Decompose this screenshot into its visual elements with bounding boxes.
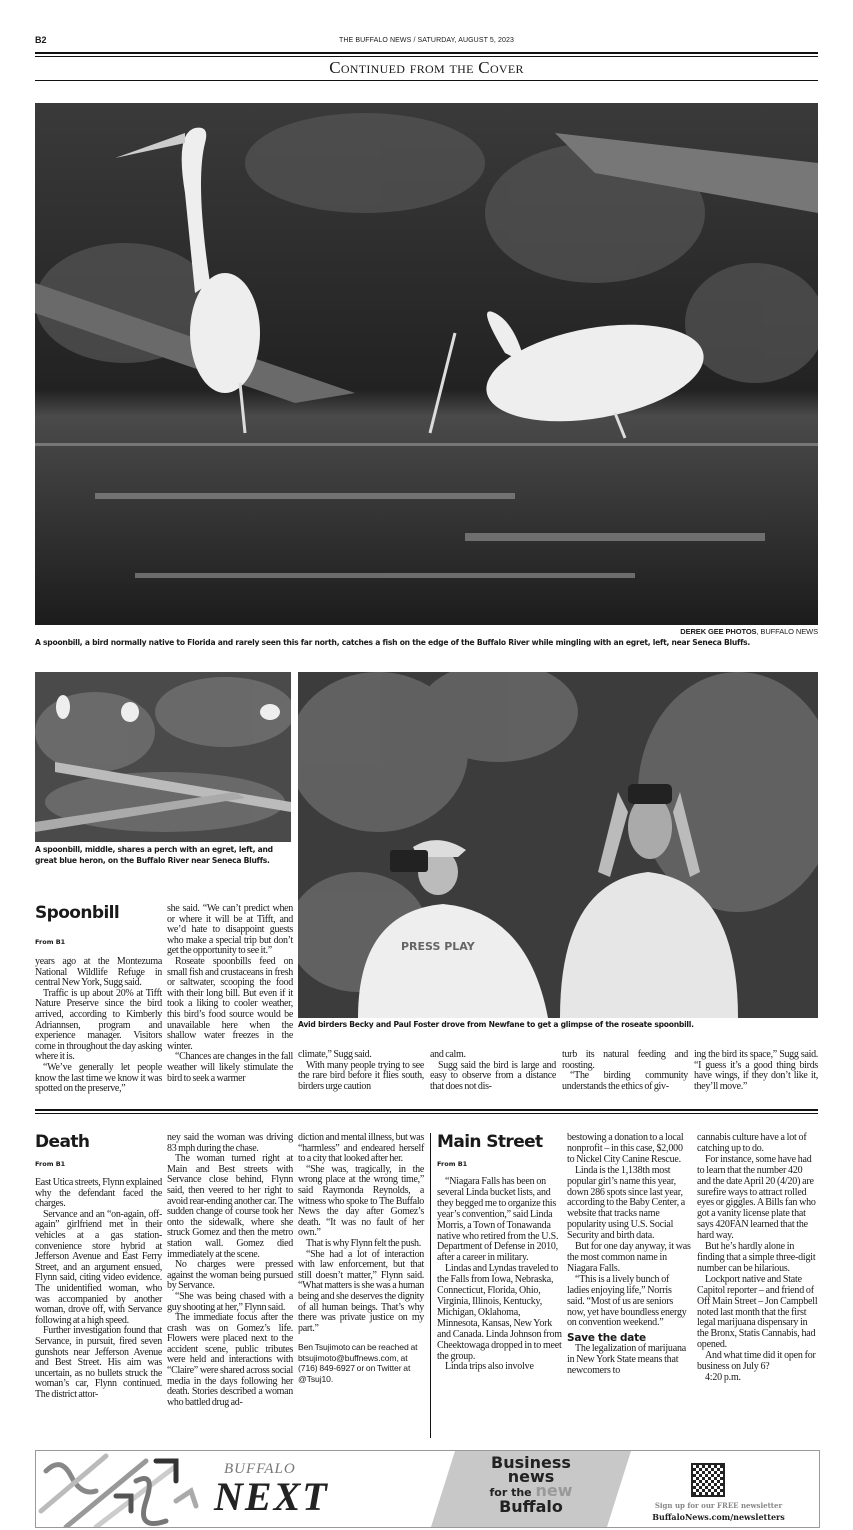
paragraph: ney said the woman was driving 83 mph during the chase. (167, 1132, 293, 1154)
paragraph: “Niagara Falls has been on several Linda bucket lists, and they begged me to organize this year’s convention,” said Linda Morris, a Town of Tonawanda native who retired from the U.S. Department of Defense in 2010, after a career in military. (437, 1176, 559, 1264)
ad-line-news: news (507, 1467, 555, 1486)
small-photo-caption: A spoonbill, middle, shares a perch with an egret, left, and great blue heron, on the Buffalo River near Seneca Bluffs. (35, 845, 273, 865)
main-street-column-3 (697, 1133, 818, 1384)
main-photo-spoonbill-egret (35, 103, 818, 625)
spoonbill-column-2 (167, 904, 293, 1084)
paragraph: ing the bird its space,” Sugg said. “I guess it’s a good thing birds have wings, if they don’t like it, they’ll move.” (694, 1049, 818, 1092)
spoonbill-jump-line: From B1 (35, 938, 66, 946)
spoonbill-column-4 (430, 1050, 556, 1092)
paragraph: Servance and an “on-again, off-again” girlfriend met in their vehicles at a gas station-convenience store hybrid at Jefferson Avenue and East Ferry Street, and an argument ensued, Flynn said, citing video evidence. The unidentified woman, who was accompanied by another woman, drove off, with Servance following at a high speed. (35, 1208, 162, 1326)
death-jump-line: From B1 (35, 1160, 66, 1168)
paragraph: Linda trips also involve (445, 1361, 534, 1373)
death-column-3 (298, 1133, 424, 1384)
paragraph: But he’s hardly alone in finding that a simple three-digit number can be hilarious. (697, 1241, 816, 1274)
paragraph: she said. “We can’t predict when or where it will be at Tifft, and we’d hate to disappoint guests who make a special trip but don’t get the opportunity to see it.” (167, 903, 293, 957)
photo-credit (35, 627, 818, 636)
paragraph: “This is a lively bunch of ladies enjoying life,” Norris said. “Most of us are seniors now, yet have boundless energy on convention weekend.” (567, 1273, 687, 1329)
paragraph: The legalization of marijuana in New York State means that newcomers to (567, 1343, 687, 1377)
main-street-column-1 (437, 1177, 562, 1373)
subheading: Save the date (567, 1332, 646, 1345)
paragraph: “She was being chased with a guy shooting at her,” Flynn said. (167, 1290, 293, 1313)
ad-brand-top: BUFFALO (224, 1461, 296, 1477)
paragraph: years ago at the Montezuma National Wildlife Refuge in central New York, Sugg said. (35, 956, 162, 989)
ad-brand-main: NEXT (214, 1474, 329, 1519)
photo-credit-name: DEREK GEE PHOTOS (680, 627, 757, 636)
paragraph: East Utica streets, Flynn explained why the defendant faced the charges. (35, 1177, 162, 1210)
paragraph: Linda is the 1,138th most popular girl’s name this year, down 286 spots since last year, according to the Baby Center, a website that tracks name popularity using U.S. Social Security and birth data. (567, 1164, 686, 1242)
paragraph: Lockport native and State Capitol reporter – and friend of Off Main Street – Jon Campbell noted last month that the first legal marijuana dispensary in the Bronx, Statis Cannabis, had opened. (697, 1273, 818, 1351)
shirt-text: PRESS PLAY (401, 940, 475, 953)
paragraph: “Chances are changes in the fall weather will likely stimulate the bird to seek a warmer (167, 1051, 293, 1084)
paragraph: climate,” Sugg said. (298, 1049, 372, 1060)
ad-line-new: new (535, 1481, 573, 1500)
buffalo-next-newsletter-ad[interactable] (35, 1450, 820, 1528)
paragraph: “The birding community understands the ethics of giv- (562, 1070, 688, 1092)
page-number: B2 (35, 35, 47, 45)
death-column-2 (167, 1133, 293, 1408)
paragraph: Further investigation found that Servance, in pursuit, fired seven gunshots near Jefferson Avenue and Best Street. His aim was uncertain, as no bullets struck the woman’s car, Flynn continued. The district attor- (35, 1325, 162, 1400)
section-rule (35, 80, 818, 81)
paragraph: Lindas and Lyndas traveled to the Falls from Iowa, Nebraska, Connecticut, Florida, Ohio, Virginia, Illinois, Kentucky, Michigan, Oklahoma, Minnesota, Kansas, New York and Canada. Linda Johnson from Cheektowaga dropped in to meet the group. (437, 1263, 562, 1362)
death-headline: Death (35, 1132, 90, 1152)
paragraph: But for one day anyway, it was the most common name in Niagara Falls. (567, 1241, 691, 1274)
ad-line-buffalo: Buffalo (499, 1497, 563, 1516)
section-title: Continued from the Cover (329, 58, 524, 77)
spoonbill-column-1 (35, 957, 162, 1095)
spoonbill-column-3 (298, 1050, 424, 1092)
paragraph: “She was, tragically, in the wrong place at the wrong time,” said Raymonda Reynolds, a witness who spoke to The Buffalo News the day after Gomez’s death. “It was no fault of her own.” (298, 1163, 424, 1239)
ad-newsletter-link[interactable]: BuffaloNews.com/newsletters (652, 1512, 785, 1522)
arrows-graphic-icon (36, 1451, 206, 1527)
paragraph: And what time did it open for business on July 6? (697, 1350, 816, 1373)
main-photo-caption: A spoonbill, a bird normally native to Florida and rarely seen this far north, catches a fish on the edge of the Buffalo River while mingling with an egret, left, near Seneca Bluffs. (35, 638, 751, 647)
ad-signup-text: Sign up for our FREE newsletter (654, 1501, 783, 1510)
death-column-1 (35, 1178, 162, 1400)
birders-photo (298, 672, 818, 1018)
paragraph: 4:20 p.m. (705, 1371, 741, 1383)
paragraph: Sugg said the bird is large and easy to observe from a distance that does not dis- (430, 1059, 556, 1092)
paragraph: The woman turned right at Main and Best streets with Servance close behind, Flynn said, then veered to her right to avoid rear-ending another car. The sudden change of course took her onto the sidewalk, where she struck Gomez and then the metro station wall. Gomez died immediately at the scene. (167, 1153, 293, 1260)
birders-photo-caption: Avid birders Becky and Paul Foster drove from Newfane to get a glimpse of the roseate spoonbill. (298, 1020, 694, 1029)
main-street-jump-line: From B1 (437, 1160, 468, 1168)
spoonbill-column-6 (694, 1050, 818, 1092)
paragraph: turb its natural feeding and roosting. (562, 1049, 688, 1071)
paragraph: The immediate focus after the crash was on Gomez’s life. Flowers were placed next to the accident scene, public tributes were held and interactions with “Claire” were shared across social media in the days following her death. Stories described a woman who battled drug ad- (167, 1312, 293, 1408)
paragraph: cannabis culture have a lot of catching up to do. (697, 1132, 807, 1154)
paragraph: and calm. (430, 1049, 466, 1060)
author-tagline: Ben Tsujimoto can be reached at btsujimoto@buffnews.com, at (716) 849-6927 or on Twitter at @Tsuj10. (298, 1342, 418, 1384)
ad-line-for-the: for the (489, 1486, 532, 1499)
paragraph: diction and mental illness, but was “harmless” and endeared herself to a city that looked after her. (298, 1132, 424, 1165)
main-street-column-2 (567, 1133, 691, 1377)
spoonbill-column-5 (562, 1050, 688, 1092)
paragraph: With many people trying to see the rare bird before it flies south, birders urge caution (298, 1059, 424, 1092)
paragraph: bestowing a donation to a local nonprofit – in this case, $2,000 to Nickel City Canine Rescue. (567, 1132, 684, 1165)
spoonbill-headline: Spoonbill (35, 903, 120, 923)
paragraph: That is why Flynn felt the push. (306, 1237, 421, 1249)
small-photo-birds-perch (35, 672, 291, 842)
header-rule (35, 52, 818, 57)
dateline: THE BUFFALO NEWS / SATURDAY, AUGUST 5, 2023 (339, 37, 514, 44)
paragraph: “She had a lot of interaction with law enforcement, but that still doesn’t matter,” Flynn said. “What matters is she was a human being and she deserves the dignity of all human beings. That’s why there was private justice on my part.” (298, 1248, 424, 1334)
ad-line-business: Business (491, 1453, 571, 1472)
column-rule (430, 1133, 431, 1438)
paragraph: No charges were pressed against the woman being pursued by Servance. (167, 1259, 293, 1292)
paragraph: For instance, some have had to learn that the number 420 and the date April 20 (4/20) are surefire ways to attract rolled eyes or giggles. A Bills fan who got a vanity license plate that says 420FAN learned that the hard way. (697, 1153, 816, 1242)
paragraph: “We’ve generally let people know the last time we know it was spotted on the preserve,” (35, 1061, 162, 1095)
paragraph: Traffic is up about 20% at Tifft Nature Preserve since the bird arrived, according to Kimberly Adriannsen, program and experience manager. Visitors come in throughout the day asking where it is. (35, 987, 162, 1063)
paragraph: Roseate spoonbills feed on small fish and crustaceans in fresh or saltwater, scooping the food with their long bill. But even if it took a liking to cooler weather, this bird’s food source would be unavailable here when the shallow water freezes in the winter. (167, 955, 293, 1052)
story-separator (35, 1109, 818, 1114)
qr-code-icon[interactable] (691, 1463, 725, 1497)
photo-credit-org: , BUFFALO NEWS (756, 627, 818, 636)
main-street-headline: Main Street (437, 1132, 543, 1152)
